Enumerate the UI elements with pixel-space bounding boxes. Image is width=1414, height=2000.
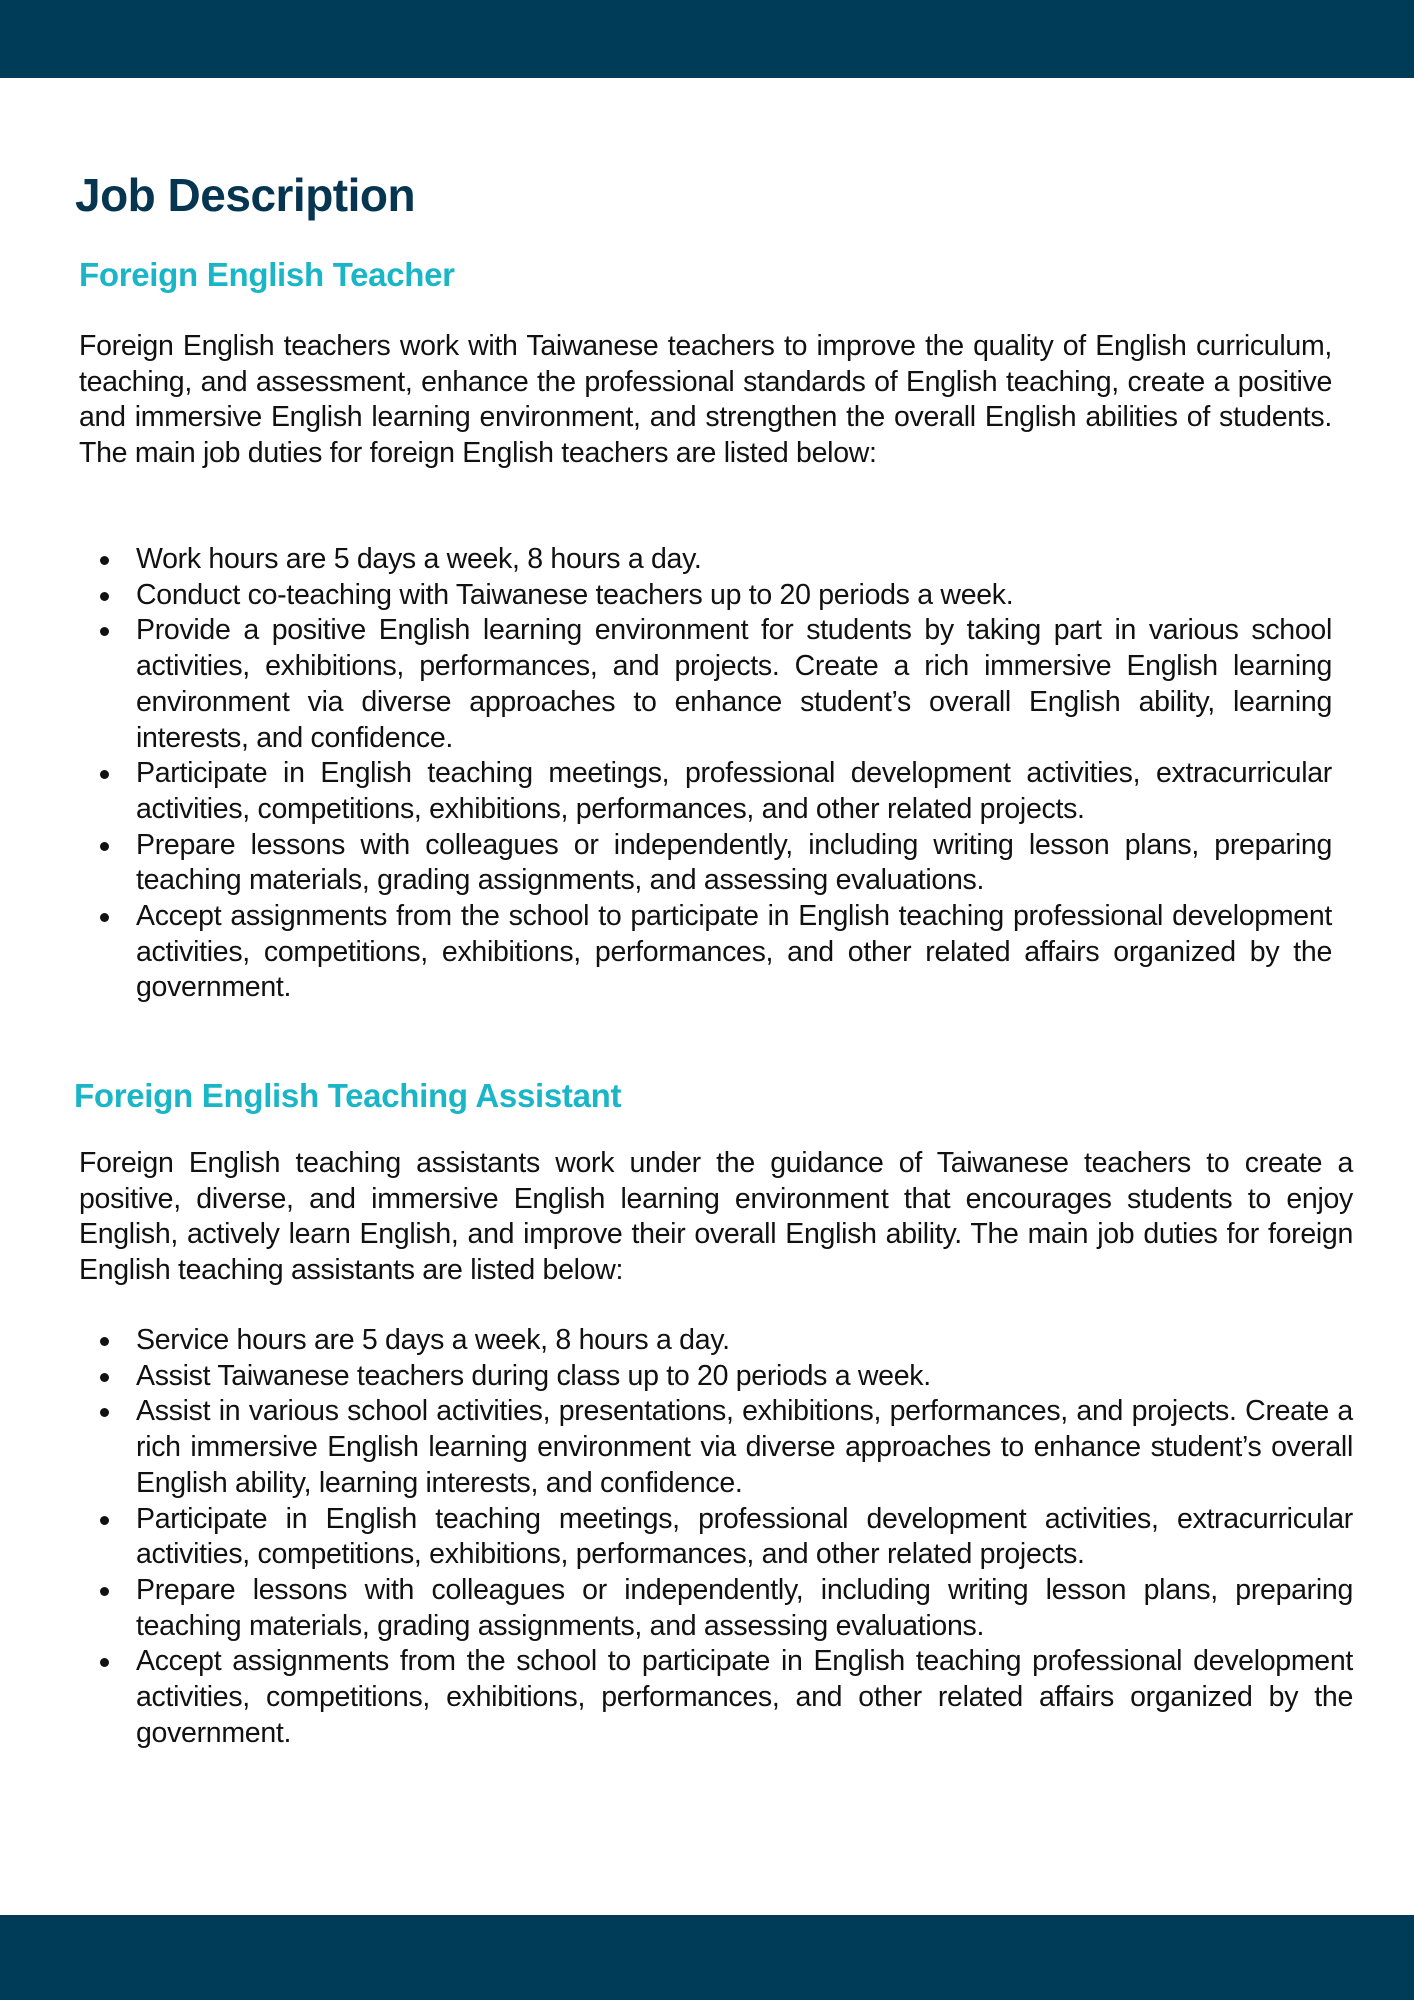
list-item: [97, 1644, 1353, 1751]
footer-band: [0, 1915, 1414, 2000]
list-item: [97, 828, 1332, 899]
duty-text: Assist Taiwanese teachers during class up to 20 periods a week.: [136, 1359, 931, 1392]
list-item: [97, 1502, 1353, 1573]
section-intro-assistant: Foreign English teaching assistants work under the guidance of Taiwanese teachers to create a positive, diverse, and immersive English learning environment that encourages students to enjoy English, actively learn English, and improve their overall English ability. The main job duties for foreign English teaching assistants are listed below:: [79, 1147, 1353, 1287]
list-item: [97, 1323, 1353, 1359]
duty-text: Accept assignments from the school to participate in English teaching professional development activities, competitions, exhibitions, performances, and other related affairs organized by the government.: [136, 1645, 1353, 1749]
bullet-icon: [100, 1373, 109, 1382]
bullet-icon: [100, 842, 109, 851]
bullet-icon: [100, 556, 109, 565]
page-title: Job Description: [75, 169, 416, 221]
list-item: [97, 899, 1332, 1006]
list-item: [97, 1359, 1353, 1395]
bullet-icon: [100, 1337, 109, 1346]
duty-text: Participate in English teaching meetings, professional development activities, extracurricular activities, competitions, exhibitions, performances, and other related projects.: [136, 757, 1332, 825]
duties-list-assistant: [97, 1323, 1353, 1751]
list-item: [97, 613, 1332, 756]
duty-text: Work hours are 5 days a week, 8 hours a day.: [136, 543, 702, 575]
section-intro-teacher: Foreign English teachers work with Taiwanese teachers to improve the quality of English curriculum, teaching, and assessment, enhance the professional standards of English teaching, create a positive and immersive English learning environment, and strengthen the overall English abilities of students. The main job duties for foreign English teachers are listed below:: [79, 330, 1332, 470]
bullet-icon: [100, 1587, 109, 1596]
duty-text: Provide a positive English learning environment for students by taking part in various school activities, exhibitions, performances, and projects. Create a rich immersive English learning environment via diverse approaches to enhance student’s overall English ability, learning interests, and confidence.: [136, 614, 1332, 754]
duty-text: Prepare lessons with colleagues or independently, including writing lesson plans, preparing teaching materials, grading assignments, and assessing evaluations.: [136, 828, 1332, 897]
duty-text: Prepare lessons with colleagues or independently, including writing lesson plans, preparing teaching materials, grading assignments, and assessing evaluations.: [136, 1573, 1353, 1642]
duty-text: Conduct co-teaching with Taiwanese teachers up to 20 periods a week.: [136, 578, 1014, 611]
duty-text: Service hours are 5 days a week, 8 hours a day.: [136, 1324, 730, 1356]
duty-text: Accept assignments from the school to participate in English teaching professional development activities, competitions, exhibitions, performances, and other related affairs organized by the government.: [136, 900, 1332, 1004]
bullet-icon: [100, 592, 109, 601]
header-band: [0, 0, 1414, 78]
bullet-icon: [100, 1408, 109, 1417]
list-item: [97, 1394, 1353, 1501]
duties-list-teacher: [97, 542, 1332, 1006]
list-item: [97, 542, 1332, 578]
bullet-icon: [100, 913, 109, 922]
list-item: [97, 578, 1332, 614]
bullet-icon: [100, 1658, 109, 1667]
list-item: [97, 756, 1332, 827]
duty-text: Participate in English teaching meetings, professional development activities, extracurricular activities, competitions, exhibitions, performances, and other related projects.: [136, 1502, 1353, 1571]
bullet-icon: [100, 1516, 109, 1525]
bullet-icon: [100, 770, 109, 779]
section-heading-teacher: Foreign English Teacher: [79, 256, 455, 293]
section-heading-assistant: Foreign English Teaching Assistant: [74, 1077, 622, 1114]
list-item: [97, 1573, 1353, 1644]
duty-text: Assist in various school activities, presentations, exhibitions, performances, and projects. Create a rich immersive English learning environment via diverse approaches to enhance student’s overall English ability, learning interests, and confidence.: [136, 1395, 1353, 1499]
bullet-icon: [100, 627, 109, 636]
